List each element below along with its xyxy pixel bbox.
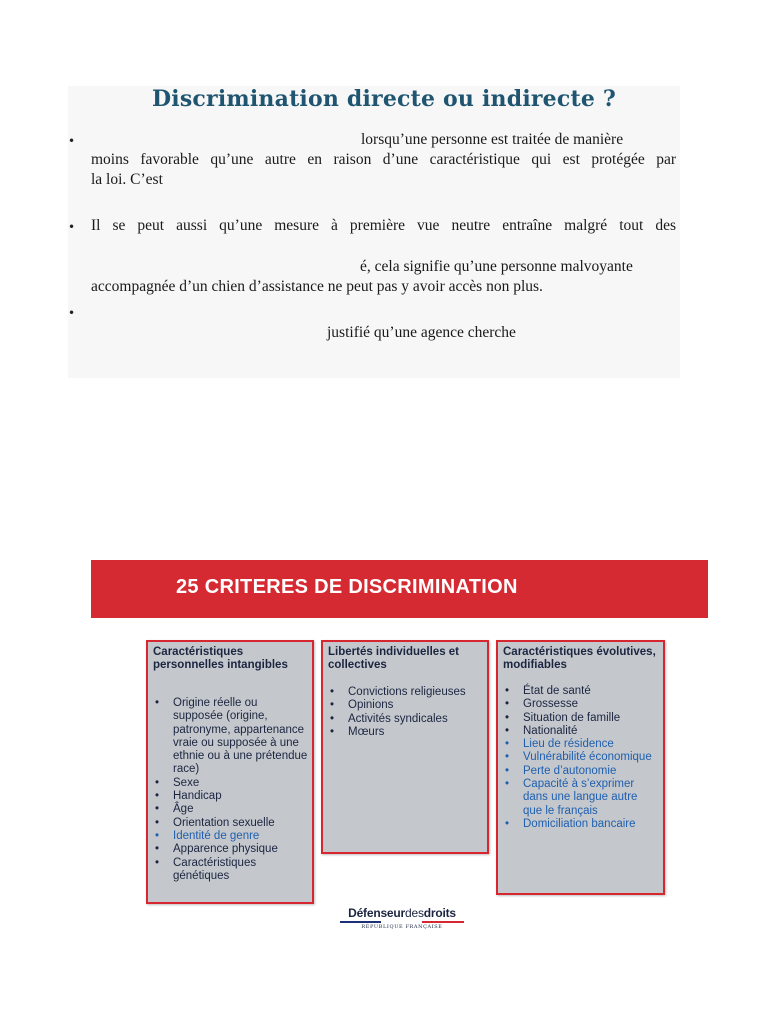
logo-subtitle: RÉPUBLIQUE FRANÇAISE bbox=[361, 924, 443, 930]
criterion-item: • Identité de genre bbox=[154, 830, 308, 843]
page-title: Discrimination directe ou indirecte ? bbox=[152, 86, 616, 112]
paragraph-direct-line-1: lorsqu’une personne est traitée de manière bbox=[361, 131, 624, 148]
criterion-item: • Activités syndicales bbox=[329, 713, 483, 726]
card-libertes-list bbox=[329, 686, 483, 739]
criterion-item: • Lieu de résidence bbox=[504, 738, 659, 751]
criteria-banner bbox=[91, 560, 708, 618]
bullet-3: • bbox=[68, 306, 76, 320]
bullet-1: • bbox=[68, 134, 76, 148]
criterion-item: • Sexe bbox=[154, 777, 308, 790]
paragraph-justified-line-1: justifié qu’une agence cherche bbox=[327, 324, 516, 341]
criterion-item: • Handicap bbox=[154, 790, 308, 803]
defenseur-des-droits-logo bbox=[340, 906, 464, 930]
criterion-item: • Nationalité bbox=[504, 725, 659, 738]
paragraph-direct-line-2: moins favorable qu’une autre en raison d’une caractéristique qui est protégée par bbox=[91, 151, 676, 168]
paragraph-indirect-line-1: Il se peut aussi qu’une mesure à première vue neutre entraîne malgré tout des bbox=[91, 217, 676, 234]
criterion-item: • Situation de famille bbox=[504, 712, 659, 725]
logo-wordmark: Défenseurdesdroits bbox=[348, 906, 456, 920]
criterion-item: • Caractéristiques génétiques bbox=[154, 857, 308, 884]
paragraph-justified bbox=[91, 323, 676, 343]
paragraph-indirect-cont bbox=[91, 257, 676, 297]
banner-title: 25 CRITERES DE DISCRIMINATION bbox=[176, 576, 518, 598]
paragraph-indirect bbox=[91, 216, 676, 236]
criterion-item: • État de santé bbox=[504, 685, 659, 698]
card-evolutives-list bbox=[504, 685, 659, 831]
criterion-item: • Convictions religieuses bbox=[329, 686, 483, 699]
card-evolutives bbox=[496, 640, 665, 895]
criterion-item: • Grossesse bbox=[504, 698, 659, 711]
criterion-item: • Mœurs bbox=[329, 726, 483, 739]
card-intangible-list bbox=[154, 697, 308, 883]
card-intangible bbox=[146, 640, 314, 904]
card-intangible-heading: Caractéristiques personnelles intangibles bbox=[153, 646, 288, 671]
criterion-item: • Opinions bbox=[329, 699, 483, 712]
criterion-item: • Âge bbox=[154, 803, 308, 816]
card-evolutives-heading: Caractéristiques évolutives, modifiables bbox=[503, 646, 656, 671]
card-libertes-heading: Libertés individuelles et collectives bbox=[328, 646, 460, 671]
criterion-item: • Apparence physique bbox=[154, 843, 308, 856]
paragraph-indirect-line-3: accompagnée d’un chien d’assistance ne peut pas y avoir accès non plus. bbox=[91, 278, 543, 295]
paragraph-direct bbox=[91, 130, 676, 190]
criterion-item: • Domiciliation bancaire bbox=[504, 818, 659, 831]
bullet-2: • bbox=[68, 220, 76, 234]
paragraph-direct-line-3: la loi. C’est bbox=[91, 171, 163, 188]
criterion-item: • Capacité à s’exprimer dans une langue autre que le français bbox=[504, 778, 659, 818]
criterion-item: • Orientation sexuelle bbox=[154, 817, 308, 830]
paragraph-indirect-line-2: é, cela signifie qu’une personne malvoyante bbox=[360, 258, 633, 275]
criterion-item: • Vulnérabilité économique bbox=[504, 751, 659, 764]
criterion-item: • Origine réelle ou supposée (origine, patronyme, appartenance vraie ou supposée à une ethnie ou à une prétendue race) bbox=[154, 697, 308, 777]
criterion-item: • Perte d’autonomie bbox=[504, 765, 659, 778]
card-libertes bbox=[321, 640, 489, 854]
logo-tricolor-rule bbox=[340, 921, 464, 923]
